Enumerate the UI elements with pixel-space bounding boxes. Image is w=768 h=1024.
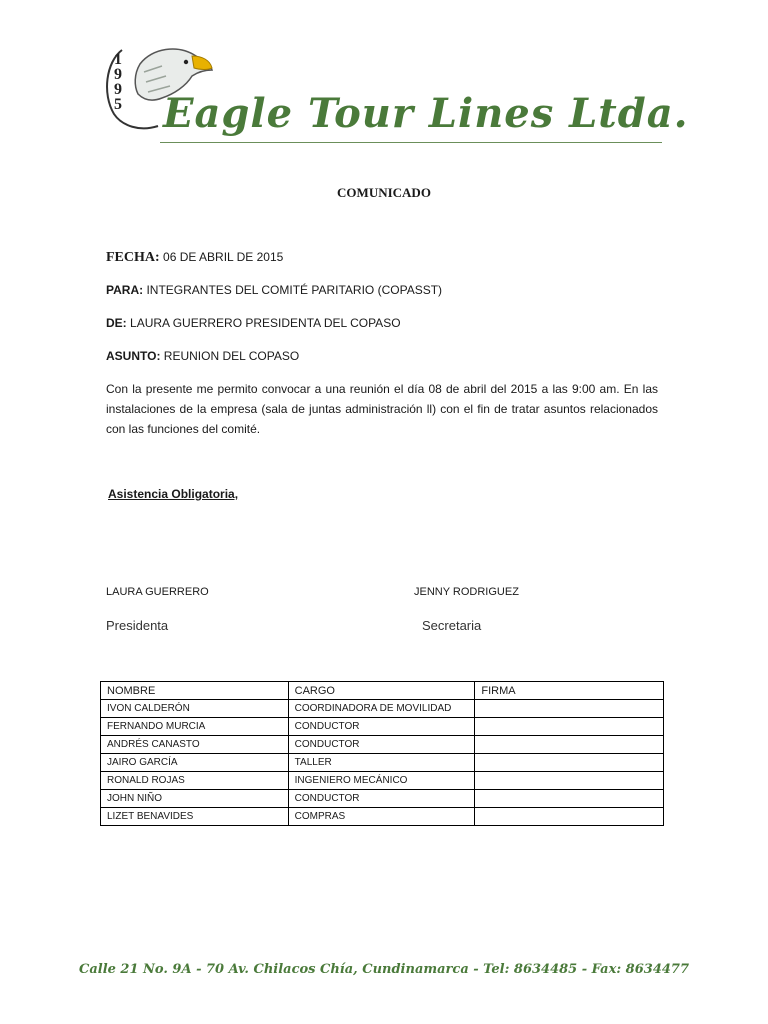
- role-cell: CONDUCTOR: [288, 790, 475, 808]
- name-cell: ANDRÉS CANASTO: [101, 736, 289, 754]
- table-row: [101, 808, 664, 826]
- asunto-line: [106, 349, 299, 363]
- name-cell: JAIRO GARCÍA: [101, 754, 289, 772]
- column-header: NOMBRE: [101, 682, 289, 700]
- signature-role: Secretaria: [422, 618, 482, 633]
- column-header: CARGO: [288, 682, 475, 700]
- signature-cell[interactable]: [475, 772, 664, 790]
- signature-cell[interactable]: [475, 754, 664, 772]
- column-header: FIRMA: [475, 682, 664, 700]
- role-cell: TALLER: [288, 754, 475, 772]
- de-line: [106, 316, 401, 330]
- fecha-value: 06 DE ABRIL DE 2015: [163, 250, 284, 264]
- table-row: [101, 736, 664, 754]
- name-cell: RONALD ROJAS: [101, 772, 289, 790]
- role-cell: CONDUCTOR: [288, 718, 475, 736]
- name-cell: FERNANDO MURCIA: [101, 718, 289, 736]
- attendance-note: Asistencia Obligatoria,: [108, 487, 239, 501]
- para-label: PARA:: [106, 283, 144, 297]
- signature-role: Presidenta: [106, 618, 169, 633]
- signature-cell[interactable]: [475, 700, 664, 718]
- table-row: [101, 790, 664, 808]
- fecha-label: FECHA:: [106, 250, 160, 265]
- de-value: LAURA GUERRERO PRESIDENTA DEL COPASO: [130, 316, 401, 330]
- table-row: [101, 700, 664, 718]
- asunto-value: REUNION DEL COPASO: [163, 349, 300, 363]
- year-digit: 9: [114, 81, 122, 98]
- company-name: Eagle Tour Lines Ltda.: [163, 90, 689, 137]
- name-cell: LIZET BENAVIDES: [101, 808, 289, 826]
- signature-name: JENNY RODRIGUEZ: [414, 586, 519, 598]
- para-line: [106, 283, 442, 297]
- asunto-label: ASUNTO:: [106, 349, 161, 363]
- attendance-table: [100, 681, 664, 826]
- name-cell: IVON CALDERÓN: [101, 700, 289, 718]
- year-digit: 9: [114, 66, 122, 83]
- signature-cell[interactable]: [475, 808, 664, 826]
- body-paragraph: Con la presente me permito convocar a una reunión el día 08 de abril del 2015 a las 9:00 am. En las instalaciones de la empresa (sala de juntas administración ll) con el fin de tratar asuntos relacionados con las funciones del comité.: [106, 382, 658, 436]
- signature-cell[interactable]: [475, 736, 664, 754]
- signature-cell[interactable]: [475, 718, 664, 736]
- footer-address: Calle 21 No. 9A - 70 Av. Chilacos Chía, Cundinamarca - Tel: 8634485 - Fax: 8634477: [78, 962, 690, 977]
- year-digit: 1: [114, 51, 122, 68]
- table-header-row: [101, 682, 664, 700]
- year-digit: 5: [114, 96, 122, 113]
- fecha-line: [106, 250, 283, 266]
- de-label: DE:: [106, 316, 127, 330]
- table-row: [101, 754, 664, 772]
- para-value: INTEGRANTES DEL COMITÉ PARITARIO (COPASST): [146, 283, 443, 297]
- role-cell: COMPRAS: [288, 808, 475, 826]
- signature-name: LAURA GUERRERO: [106, 586, 209, 598]
- table-row: [101, 718, 664, 736]
- table-row: [101, 772, 664, 790]
- role-cell: COORDINADORA DE MOVILIDAD: [288, 700, 475, 718]
- role-cell: CONDUCTOR: [288, 736, 475, 754]
- role-cell: INGENIERO MECÁNICO: [288, 772, 475, 790]
- name-cell: JOHN NIÑO: [101, 790, 289, 808]
- signature-cell[interactable]: [475, 790, 664, 808]
- document-title: COMUNICADO: [337, 185, 431, 200]
- header-divider: [160, 142, 662, 143]
